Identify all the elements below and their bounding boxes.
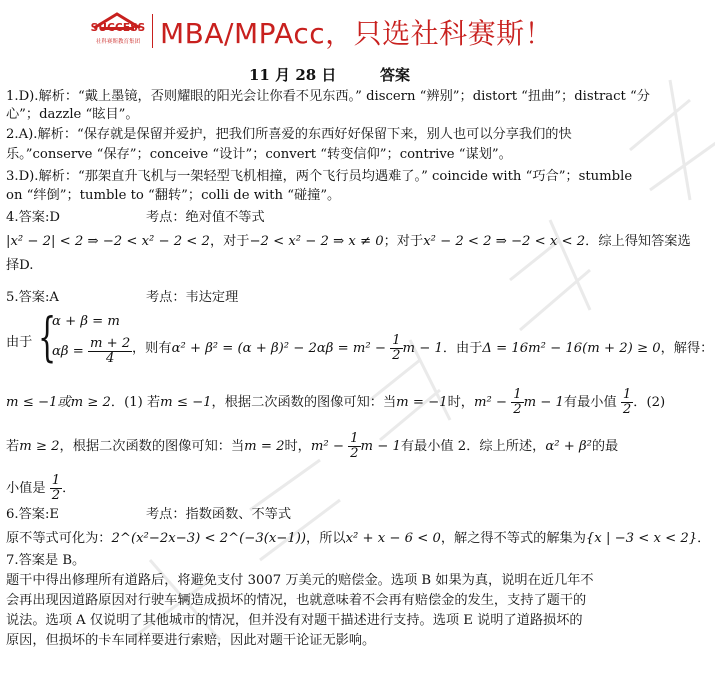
- q5-l4-m2: m = 2: [244, 439, 285, 454]
- q5-l3-e2: m − 1: [523, 395, 564, 410]
- q5-l4-t1: 若: [6, 439, 20, 454]
- q5-l5-frac-num: 1: [51, 473, 61, 488]
- q5-answer: 5.答案:A: [6, 290, 59, 305]
- q5-point: 考点：韦达定理: [146, 290, 239, 305]
- q5-l4-e3: α² + β²: [545, 439, 592, 454]
- q6-t3: ，解之得不等式的解集为: [440, 531, 586, 546]
- q5-l5-frac-den: 2: [51, 488, 61, 503]
- q5-l3-frac-num: 1: [513, 387, 522, 402]
- q5-by: 由于: [6, 335, 33, 350]
- q7-line-4: 原因，但损坏的卡车同样要进行索赔，因此对题干论证无影响。: [6, 633, 376, 648]
- q4-line-1: [6, 233, 691, 250]
- q2-line-2: 乐。”conserve “保存”；conceive “设计”；convert “转变信仰”；contrive “谋划”。: [6, 147, 512, 162]
- q5-l3-t5: ．(2): [633, 395, 666, 410]
- q5-l5-frac: [50, 474, 62, 503]
- q5-l4-t5: 的最: [591, 439, 619, 454]
- q5-l5-t1: 小值是: [6, 481, 46, 496]
- q5-system-2-frac: [88, 337, 132, 366]
- q5-l3-e1: m² −: [473, 395, 507, 410]
- q5-system-2: [52, 337, 132, 366]
- q5-l4-m1: m ≥ 2: [19, 439, 60, 454]
- q4-text-1: ，对于: [209, 234, 250, 249]
- q5-delta: Δ = 16m² − 16(m + 2) ≥ 0: [482, 341, 661, 356]
- title-date: 11 月 28 日: [249, 66, 337, 84]
- q4-text-3: ．综上得知答案选: [585, 234, 691, 249]
- q6-t1: 原不等式可化为：: [6, 531, 112, 546]
- q5-system-2-left: αβ =: [52, 344, 84, 359]
- q5-l3-min-num: 1: [622, 387, 632, 402]
- q5-l3-m1: m ≤ −1: [160, 395, 212, 410]
- q4-math-2: −2 < x² − 2 ⇒ x ≠ 0: [249, 234, 384, 249]
- q6-t4: ．: [697, 531, 711, 546]
- q5-l5-t2: ．: [62, 481, 76, 496]
- q5-l4-e2: m − 1: [360, 439, 401, 454]
- q6-t2: ，所以: [306, 531, 346, 546]
- q5-l3-t3: 时，: [447, 395, 474, 410]
- q6-answer: 6.答案:E: [6, 507, 60, 522]
- q5-frac-num: m + 2: [89, 336, 131, 351]
- q5-line-3: [6, 388, 665, 417]
- q5-line-1: [132, 334, 713, 363]
- logo-subtitle: 社科赛斯教育集团: [95, 39, 140, 45]
- q7-line-2: 会再出现因道路原因对行驶车辆造成损坏的情况，也就意味着不会再有赔偿金的发生，支持了题干的: [6, 593, 587, 608]
- title-label: 答案: [380, 66, 411, 84]
- q6-point: 考点：指数函数、不等式: [146, 507, 292, 522]
- q5-l3-frac-den: 2: [513, 402, 522, 417]
- q1-line-1: 1.D).解析：“戴上墨镜，否则耀眼的阳光会让你看不见东西。” discern “辨别”；distort “扭曲”；distract “分: [6, 89, 650, 104]
- q5-half-num: 1: [392, 333, 401, 348]
- q4-text-2: ；对于: [383, 234, 424, 249]
- slogan: MBA/MPAcc，只选社科赛斯！: [160, 17, 554, 50]
- q5-eq: α² + β² = (α + β)² − 2αβ = m² −: [171, 341, 386, 356]
- q7-line-1: 题干中得出修理所有道路后，将避免支付 3007 万美元的赔偿金。选项 B 如果为真，说明在近几年不: [6, 573, 594, 588]
- q4-math-3: x² − 2 < 2 ⇒ −2 < x < 2: [423, 234, 586, 249]
- q5-l4-e1: m² −: [310, 439, 344, 454]
- q7-line-3: 说法。选项 A 仅说明了其他城市的情况，但并没有对题干描述进行支持。选项 E 说明了道路损坏的: [6, 613, 583, 628]
- q3-line-1: 3.D).解析：“那架直升飞机与一架轻型飞机相撞，两个飞行员均遇难了。” coincide with “巧合”；stumble: [6, 169, 633, 184]
- logo-wordmark: SUCCESS: [90, 22, 146, 34]
- q5-l3-t4: 有最小值: [563, 395, 617, 410]
- header-divider: [152, 14, 153, 48]
- q5-l3-math: m ≤ −1或m ≥ 2: [6, 395, 111, 410]
- q3-line-2: on “绊倒”；tumble to “翻转”；colli de with “碰撞”。: [6, 188, 341, 203]
- q5-l4-frac-den: 2: [350, 446, 359, 461]
- header: [0, 0, 715, 58]
- q7-answer: 7.答案是 B。: [6, 553, 86, 568]
- q5-l3-m2: m = −1: [396, 395, 448, 410]
- q5-l3-frac: [511, 388, 523, 417]
- q5-l3-t1: ．(1) 若: [110, 395, 161, 410]
- q5-l3-min-frac: [621, 388, 633, 417]
- q5-eq-tail: m − 1: [402, 341, 443, 356]
- q5-frac-den: 4: [105, 351, 115, 366]
- q5-l4-t2: ，根据二次函数的图像可知：当: [59, 439, 245, 454]
- q5-brace: {: [38, 308, 57, 368]
- q6-m3: {x | −3 < x < 2}: [585, 531, 698, 546]
- q5-l3-t2: ，根据二次函数的图像可知：当: [211, 395, 397, 410]
- q6-line-1: [6, 530, 710, 547]
- q4-line-2: 择D.: [6, 258, 34, 273]
- q5-l4-frac-num: 1: [350, 431, 359, 446]
- q5-solve: ，解得：: [660, 341, 714, 356]
- q5-half-frac: [390, 334, 402, 363]
- q5-l3-min-den: 2: [622, 402, 632, 417]
- q4-math-1: |x² − 2| < 2 ⇒ −2 < x² − 2 < 2: [6, 234, 210, 249]
- q6-m2: x² + x − 6 < 0: [345, 531, 441, 546]
- q6-m1: 2^(x²−2x−3) < 2^(−3(x−1)): [111, 531, 307, 546]
- q5-by2: ．由于: [442, 341, 483, 356]
- q5-l4-t4: 有最小值 2．综上所述，: [400, 439, 546, 454]
- q5-then: ，则有: [132, 341, 172, 356]
- q4-answer: 4.答案:D: [6, 210, 60, 225]
- q1-line-2: 心”；dazzle “眩目”。: [6, 107, 139, 122]
- q5-system-1: α + β = m: [52, 314, 120, 329]
- q4-point: 考点：绝对值不等式: [146, 210, 265, 225]
- q5-line-4: [6, 432, 618, 461]
- q5-line-5: [6, 474, 75, 503]
- q2-line-1: 2.A).解析：“保存就是保留并爱护，把我们所喜爱的东西好好保留下来，别人也可以分享我们的快: [6, 127, 572, 142]
- q5-l4-frac: [348, 432, 360, 461]
- q5-l4-t3: 时，: [284, 439, 311, 454]
- q5-half-den: 2: [392, 348, 401, 363]
